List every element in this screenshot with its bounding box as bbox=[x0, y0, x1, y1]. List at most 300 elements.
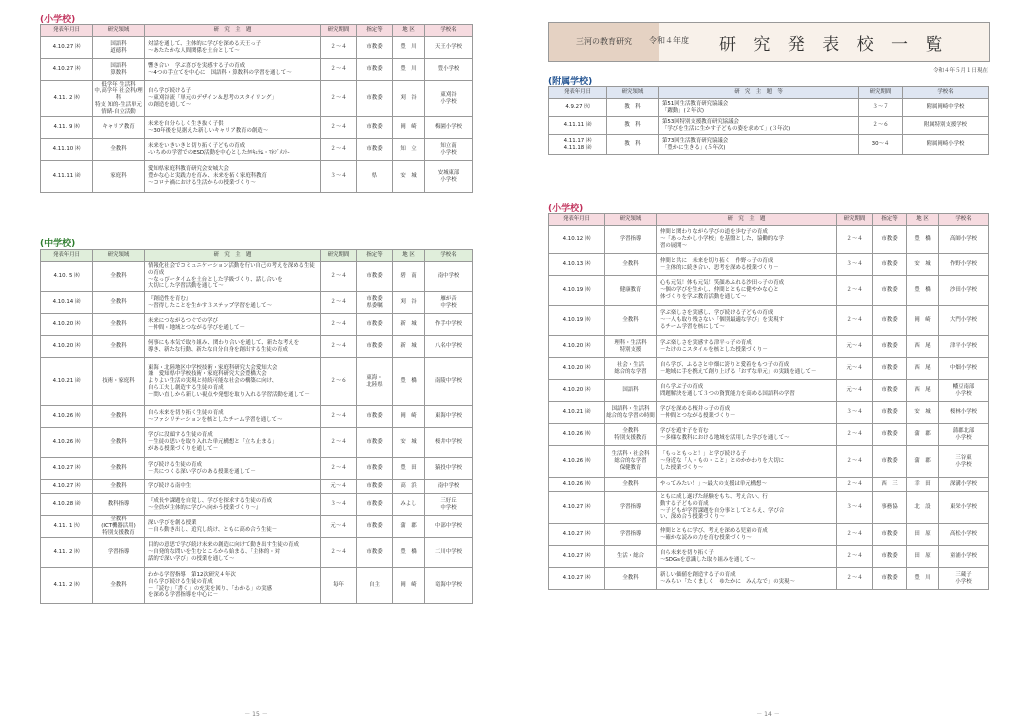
cell-school: 南陵中学校 bbox=[425, 358, 473, 406]
cell-field: 健康教育 bbox=[605, 276, 657, 306]
cell-desig: 市教委 bbox=[873, 546, 907, 568]
cell-period: ２～６ bbox=[321, 358, 357, 406]
cell-field: 国語科 道徳科 bbox=[93, 37, 145, 59]
cell-district: 岡 崎 bbox=[393, 406, 425, 428]
column-header: 研究期間 bbox=[321, 25, 357, 37]
cell-theme: 学びに没頭する生徒の育成 －生徒の思いを取り入れた単元構想と「立ち止まる」 がある授業づくりを通して－ bbox=[145, 428, 321, 458]
cell-district: 豊 田 bbox=[393, 458, 425, 480]
cell-date: 4.10.27 ㈭ bbox=[549, 568, 605, 590]
cell-district: 岡 崎 bbox=[393, 568, 425, 604]
cell-school: 三好丘 中学校 bbox=[425, 494, 473, 516]
cell-desig: 市教委 bbox=[873, 524, 907, 546]
cell-school: 作野小学校 bbox=[939, 254, 989, 276]
table-row bbox=[549, 478, 989, 492]
cell-theme: 第53回特別支援教育研究協議会 「学びを生活に生かす子どもの姿を求めて」(３年次) bbox=[659, 117, 859, 135]
table-row bbox=[41, 516, 473, 538]
cell-field: 全教科 bbox=[93, 406, 145, 428]
cell-period: ３～４ bbox=[321, 494, 357, 516]
cell-period: ２～４ bbox=[321, 428, 357, 458]
table-row bbox=[41, 117, 473, 139]
cell-field: 全教科 bbox=[93, 314, 145, 336]
cell-school: 知立南 小学校 bbox=[425, 139, 473, 161]
cell-field: 全教科 bbox=[93, 458, 145, 480]
cell-district: 安 城 bbox=[907, 254, 939, 276]
cell-theme: 新しい価値を創造する子の育成 ～みらい「たくましく ゆたかに みんなで」の実現～ bbox=[657, 568, 837, 590]
cell-date: 4.10.27 ㈭ bbox=[41, 37, 93, 59]
cell-period: 元～４ bbox=[321, 516, 357, 538]
cell-theme: 何事にも本気で取り組み、関わり合いを通して、新たな考えを 導き、新たな行動、新たな自分自身を創出する生徒の育成 bbox=[145, 336, 321, 358]
table-row bbox=[41, 406, 473, 428]
cell-district: 岡 崎 bbox=[907, 306, 939, 336]
table-row bbox=[549, 276, 989, 306]
cell-theme: 心も元気！体も元気！笑顔あふれる沙田っ子の育成 ～個の学びを生かし、仲間とともに健やかな心と 体づくりを学ぶ教育活動を通して～ bbox=[657, 276, 837, 306]
cell-theme: 自ら未来を切り拓く子 ～SDGsを意識した取り組みを通して～ bbox=[657, 546, 837, 568]
cell-field: 全教科 bbox=[605, 254, 657, 276]
jhs-table bbox=[40, 249, 473, 604]
table-row bbox=[41, 336, 473, 358]
cell-school: 高松小学校 bbox=[939, 524, 989, 546]
cell-desig: 市教委 bbox=[357, 37, 393, 59]
cell-field: キャリア教育 bbox=[93, 117, 145, 139]
cell-desig: 市教委 bbox=[873, 446, 907, 478]
cell-desig: 市教委 bbox=[357, 538, 393, 568]
cell-field: 生活・総合 bbox=[605, 546, 657, 568]
cell-period: ２～４ bbox=[837, 306, 873, 336]
cell-school: 二川中学校 bbox=[425, 538, 473, 568]
cell-date: 4.10.20 ㈭ bbox=[41, 314, 93, 336]
header-row bbox=[41, 250, 473, 262]
column-header: 学校名 bbox=[425, 25, 473, 37]
cell-theme: 響き合い 学ぶ喜びを実感する子の育成 ～4つの手立てを中心に 国語科・算数科の学習を通して～ bbox=[145, 59, 321, 81]
header-row bbox=[549, 214, 989, 226]
table-row bbox=[41, 480, 473, 494]
cell-desig: 市教委 bbox=[357, 59, 393, 81]
cell-date: 4.11. 2 ㈬ bbox=[41, 81, 93, 117]
table-row bbox=[41, 37, 473, 59]
page-number-left: － 15 － bbox=[244, 711, 268, 718]
cell-district: 安 城 bbox=[907, 402, 939, 424]
cell-theme: 仲間と共に 未来を切り拓く 作野っ子の育成 －主体的に続き合い、思考を深める授業づくり－ bbox=[657, 254, 837, 276]
cell-period: ２～４ bbox=[321, 37, 357, 59]
cell-school: 三蔵子 小学校 bbox=[939, 568, 989, 590]
table-row bbox=[549, 446, 989, 478]
cell-date: 4.10.21 ㈮ bbox=[41, 358, 93, 406]
cell-theme: 東海・北陸地区中学校技術・家庭科研究大会愛知大会 兼 愛知県中学校技術・家庭科研究大会豊橋大会 よりよい生活の実現と持続可能な社会の構築に向け、 自ら工夫し創造する生徒の育成 －問い直しから新しい視点や発想を取り入れる学習活動を通して－ bbox=[145, 358, 321, 406]
cell-desig: 市教委 bbox=[873, 568, 907, 590]
column-header: 地 区 bbox=[907, 214, 939, 226]
column-header: 発表年月日 bbox=[549, 87, 607, 99]
cell-period: ２～４ bbox=[837, 478, 873, 492]
cell-theme: 第73回生活教育研究協議会 「豊かに生きる」(５年次) bbox=[659, 135, 859, 155]
cell-field: 教 科 bbox=[607, 135, 659, 155]
cell-date: 4.10.20 ㈭ bbox=[41, 336, 93, 358]
table-row bbox=[549, 99, 989, 117]
cell-date: 4.11.11 ㈮ bbox=[41, 161, 93, 193]
cell-school: 津平小学校 bbox=[939, 336, 989, 358]
as-of-date: 令和４年５月１日現在 bbox=[932, 68, 988, 74]
cell-date: 4.10.28 ㈮ bbox=[41, 494, 93, 516]
cell-period: 元～４ bbox=[837, 358, 873, 380]
table-row bbox=[41, 292, 473, 314]
cell-theme: 情報化社会でコミュニケーション活動を行い自己の考えを深める生徒の育成 ～なっぴータイムを土台とした学級づくり、話し合いを 大切にした学習活動を通して～ bbox=[145, 262, 321, 292]
cell-desig: 市教委 bbox=[357, 336, 393, 358]
cell-desig: 市教委 bbox=[357, 494, 393, 516]
cell-theme: やってみたい！｣ ～最大の支援は単元構想～ bbox=[657, 478, 837, 492]
cell-date: 4.10.27 ㈭ bbox=[549, 492, 605, 524]
cell-field: 学習指導 bbox=[605, 226, 657, 254]
column-header: 研究領域 bbox=[605, 214, 657, 226]
cell-desig: 市教委 bbox=[873, 306, 907, 336]
cell-desig: 市教委 bbox=[357, 139, 393, 161]
cell-field: 学習指導 bbox=[605, 524, 657, 546]
header-box bbox=[548, 22, 990, 62]
cell-date: 4.10.19 ㈬ bbox=[549, 306, 605, 336]
cell-desig: 市教委 bbox=[357, 262, 393, 292]
cell-desig: 県 bbox=[357, 161, 393, 193]
column-header: 研究領域 bbox=[93, 250, 145, 262]
column-header: 研究領域 bbox=[607, 87, 659, 99]
cell-date: 4.11.11 ㈮ bbox=[549, 117, 607, 135]
column-header: 学校名 bbox=[903, 87, 989, 99]
header-row bbox=[549, 87, 989, 99]
table-row bbox=[41, 428, 473, 458]
table-row bbox=[549, 135, 989, 155]
column-header: 地 区 bbox=[393, 250, 425, 262]
cell-date: 4.10.26 ㈬ bbox=[549, 424, 605, 446]
cell-district: 安 城 bbox=[393, 428, 425, 458]
cell-district: 豊 橋 bbox=[907, 276, 939, 306]
cell-period: ２～４ bbox=[321, 262, 357, 292]
cell-date: 4.11.10 ㈭ bbox=[41, 139, 93, 161]
cell-field: 全教科 特別支援教育 bbox=[605, 424, 657, 446]
cell-desig: 自主 bbox=[357, 568, 393, 604]
elementary-section-title-right: (小学校) bbox=[548, 204, 584, 214]
fuzoku-section-title: (附属学校) bbox=[548, 77, 593, 87]
cell-school: 作手中学校 bbox=[425, 314, 473, 336]
table-row bbox=[549, 358, 989, 380]
column-header: 研究領域 bbox=[93, 25, 145, 37]
table-row bbox=[41, 358, 473, 406]
cell-period: ２～４ bbox=[321, 117, 357, 139]
cell-date: 4.10.20 ㈭ bbox=[549, 336, 605, 358]
cell-school: 幡豆南部 小学校 bbox=[939, 380, 989, 402]
cell-school: 東刈谷 小学校 bbox=[425, 81, 473, 117]
cell-district: 刈 谷 bbox=[393, 292, 425, 314]
cell-district: 西 尾 bbox=[907, 336, 939, 358]
cell-field: 学習指導 bbox=[93, 538, 145, 568]
cell-period: ２～４ bbox=[321, 292, 357, 314]
cell-date: 4.10.21 ㈮ bbox=[549, 402, 605, 424]
cell-theme: 未来につながるつぐでの学び －仲間・地域とつながる学びを通して－ bbox=[145, 314, 321, 336]
cell-theme: 学び続ける生徒の育成 －共につくる深い学びのある授業を通して－ bbox=[145, 458, 321, 480]
page-number-right: － 14 － bbox=[756, 711, 780, 718]
cell-desig: 市教委 bbox=[873, 424, 907, 446]
cell-date: 4.11. 2 ㈬ bbox=[41, 538, 93, 568]
cell-field: 全教科 bbox=[93, 292, 145, 314]
cell-period: 元～４ bbox=[837, 380, 873, 402]
cell-desig: 市教委 bbox=[357, 480, 393, 494]
cell-district: 蒲 郡 bbox=[907, 424, 939, 446]
cell-period: ２～４ bbox=[321, 336, 357, 358]
cell-district: 豊 橋 bbox=[393, 538, 425, 568]
cell-school: 竜海中学校 bbox=[425, 568, 473, 604]
cell-desig: 市教委 bbox=[873, 226, 907, 254]
elementary-table-right bbox=[548, 213, 989, 590]
cell-district: 豊 橋 bbox=[393, 358, 425, 406]
cell-theme: 学び続ける南中生 bbox=[145, 480, 321, 494]
cell-date: 4.10.26 ㈬ bbox=[549, 478, 605, 492]
cell-period: ２～４ bbox=[321, 59, 357, 81]
cell-school: 東海中学校 bbox=[425, 406, 473, 428]
cell-field: 低学年 生活科 中,高学年 社会科/理科 特支 知的-生活単元 情緒-自立活動 bbox=[94, 81, 143, 115]
elementary-table-left bbox=[40, 24, 473, 193]
cell-theme: 未来を自分らしく生き抜く子供 ～30年後を見据えた新しいキャリア教育の創造～ bbox=[145, 117, 321, 139]
table-row bbox=[549, 117, 989, 135]
cell-date: 4.10.27 ㈭ bbox=[41, 59, 93, 81]
table-row bbox=[549, 226, 989, 254]
cell-date: 4.10.13 ㈭ bbox=[549, 254, 605, 276]
elementary-section-title: (小学校) bbox=[40, 15, 76, 25]
cell-school: 高師小学校 bbox=[939, 226, 989, 254]
cell-period: ２～６ bbox=[859, 117, 903, 135]
header-row bbox=[41, 25, 473, 37]
cell-district: 豊 川 bbox=[907, 568, 939, 590]
cell-period: ２～４ bbox=[321, 139, 357, 161]
cell-theme: 深い学びを創る授業 －自ら動き出し、追究し続け、ともに高め合う生徒－ bbox=[145, 516, 321, 538]
cell-theme: 『創造性を育む』 ～習得したことを生かす３ステップ学習を通して～ bbox=[145, 292, 321, 314]
cell-school: 附属岡崎小学校 bbox=[903, 135, 989, 155]
cell-period: ３～４ bbox=[321, 161, 357, 193]
cell-period: 毎年 bbox=[321, 568, 357, 604]
cell-field: 教科指導 bbox=[93, 494, 145, 516]
cell-theme: 学びを深める桜井っ子の育成 －仲間とつながる授業づくり－ bbox=[657, 402, 837, 424]
cell-school: 桜林小学校 bbox=[939, 402, 989, 424]
table-row bbox=[41, 494, 473, 516]
cell-theme: 自ら学ぶ子の育成 問題解決を通して３つの資質能力を高める国語科の学習 bbox=[657, 380, 837, 402]
cell-desig: 市教委 県委嘱 bbox=[357, 292, 393, 314]
column-header: 研 究 主 題 bbox=[657, 214, 837, 226]
cell-theme: 「もっともっと！」と学び続ける子 ～身近な「人・もの・こと」とのかかわりを大切に した授業づくり～ bbox=[657, 446, 837, 478]
page-14 bbox=[512, 0, 1024, 724]
table-row bbox=[41, 81, 473, 117]
column-header: 指定等 bbox=[873, 214, 907, 226]
cell-desig: 市教委 bbox=[357, 81, 393, 117]
cell-desig: 市教委 bbox=[357, 428, 393, 458]
cell-theme: 仲間とともに学び、考えを深める児童の育成 ～確かな読みの力を育む授業づくり～ bbox=[657, 524, 837, 546]
cell-district: 蒲 郡 bbox=[907, 446, 939, 478]
cell-school: 梅園小学校 bbox=[425, 117, 473, 139]
cell-district: 豊 川 bbox=[393, 37, 425, 59]
cell-period: 30～４ bbox=[859, 135, 903, 155]
cell-district: 岡 崎 bbox=[393, 117, 425, 139]
cell-date: 4.10.27 ㈭ bbox=[549, 546, 605, 568]
cell-date: 4.10.27 ㈭ bbox=[41, 480, 93, 494]
column-header: 指定等 bbox=[357, 250, 393, 262]
column-header: 発表年月日 bbox=[549, 214, 605, 226]
cell-theme: 第51回生活教育研究協議会 「躍動」(２年次) bbox=[659, 99, 859, 117]
table-row bbox=[549, 492, 989, 524]
cell-field: 教 科 bbox=[607, 117, 659, 135]
table-row bbox=[549, 568, 989, 590]
cell-desig: 市教委 bbox=[357, 458, 393, 480]
cell-date: 4.10.19 ㈬ bbox=[549, 276, 605, 306]
cell-district: みよし bbox=[393, 494, 425, 516]
column-header: 研 究 主 題 等 bbox=[659, 87, 859, 99]
table-row bbox=[549, 524, 989, 546]
cell-school: 南中学校 bbox=[425, 480, 473, 494]
column-header: 指定等 bbox=[357, 25, 393, 37]
cell-school: 附属岡崎中学校 bbox=[903, 99, 989, 117]
cell-period: ２～４ bbox=[837, 524, 873, 546]
cell-date: 4.10.27 ㈭ bbox=[549, 524, 605, 546]
jhs-section-title: (中学校) bbox=[40, 239, 76, 249]
cell-period: ３～７ bbox=[859, 99, 903, 117]
cell-district: 豊 川 bbox=[393, 59, 425, 81]
cell-desig: 市教委 bbox=[873, 402, 907, 424]
cell-school: 雁が音 中学校 bbox=[425, 292, 473, 314]
cell-district: 西 尾 bbox=[907, 358, 939, 380]
column-header: 発表年月日 bbox=[41, 25, 93, 37]
cell-district: 田 原 bbox=[907, 524, 939, 546]
cell-period: ３～４ bbox=[837, 254, 873, 276]
header-year: 令和４年度 bbox=[649, 36, 689, 45]
cell-district: 田 原 bbox=[907, 546, 939, 568]
cell-date: 4.9.27 ㈫ bbox=[549, 99, 607, 117]
cell-desig: 市教委 bbox=[873, 380, 907, 402]
table-row bbox=[41, 568, 473, 604]
column-header: 学校名 bbox=[939, 214, 989, 226]
cell-district: 蒲 郡 bbox=[393, 516, 425, 538]
cell-district: 新 城 bbox=[393, 336, 425, 358]
cell-date: 4.10.27 ㈭ bbox=[41, 458, 93, 480]
table-row bbox=[549, 254, 989, 276]
cell-school: 深溝小学校 bbox=[939, 478, 989, 492]
cell-date: 4.10.14 ㈮ bbox=[41, 292, 93, 314]
cell-school: 蒲郡北部 小学校 bbox=[939, 424, 989, 446]
cell-desig: 市教委 bbox=[873, 254, 907, 276]
column-header: 発表年月日 bbox=[41, 250, 93, 262]
table-row bbox=[549, 380, 989, 402]
cell-field: 教 科 bbox=[607, 99, 659, 117]
cell-theme: 『成長や課題を自覚し、学びを探求する生徒の育成 ～全員が主体的に学びへ向かう授業づくり～』 bbox=[145, 494, 321, 516]
cell-school: 豊小学校 bbox=[425, 59, 473, 81]
cell-theme: 愛知県家庭科教育研究会安城大会 豊かな心と実践力を育み、未来を拓く家庭科教育 ～コロナ禍における生活からの授業づくり～ bbox=[145, 161, 321, 193]
cell-field: 国語科 算数科 bbox=[93, 59, 145, 81]
cell-school: 中部中学校 bbox=[425, 516, 473, 538]
cell-school: 八名中学校 bbox=[425, 336, 473, 358]
cell-date: 4.11.17 ㈭ 4.11.18 ㈮ bbox=[549, 135, 607, 155]
cell-date: 4.11. 2 ㈬ bbox=[41, 568, 93, 604]
column-header: 研 究 主 題 bbox=[145, 250, 321, 262]
cell-district: 新 城 bbox=[393, 314, 425, 336]
cell-school: 大門小学校 bbox=[939, 306, 989, 336]
cell-field: 社会・生活 総合的な学習 bbox=[605, 358, 657, 380]
cell-date: 4.11. 1 ㈫ bbox=[41, 516, 93, 538]
cell-desig: 東海・ 北陸県 bbox=[357, 358, 393, 406]
cell-district: 北 設 bbox=[907, 492, 939, 524]
cell-school: 附属特別支援学校 bbox=[903, 117, 989, 135]
cell-district: 知 立 bbox=[393, 139, 425, 161]
header-area: 三河の教育研究 bbox=[549, 23, 659, 61]
column-header: 研究期間 bbox=[837, 214, 873, 226]
cell-school: 安城東部 小学校 bbox=[425, 161, 473, 193]
cell-period: ２～４ bbox=[321, 314, 357, 336]
cell-theme: 自ら学び続ける子 ～東刈谷流「単元のデザイン＆思考のスタイリング」 の創造を通して～ bbox=[145, 81, 321, 117]
cell-school: 童浦小学校 bbox=[939, 546, 989, 568]
cell-school: 桜井中学校 bbox=[425, 428, 473, 458]
column-header: 学校名 bbox=[425, 250, 473, 262]
cell-theme: 対話を通して、主体的に学びを深める天王っ子 ～あたたかな人間関係を土台として～ bbox=[145, 37, 321, 59]
cell-theme: 学ぶ楽しさを実感し、学び続ける子どもの育成 ～一人も取り残さない「個別最適な学び」を実現す るチーム学習を核にして～ bbox=[657, 306, 837, 336]
table-row bbox=[549, 546, 989, 568]
cell-theme: 学ぶ楽しさを実感する津平っ子の育成 －たけのこスタイルを核とした授業づくり－ bbox=[657, 336, 837, 358]
cell-school: 中畑小学校 bbox=[939, 358, 989, 380]
table-row bbox=[41, 139, 473, 161]
table-row bbox=[549, 306, 989, 336]
cell-desig: 市教委 bbox=[357, 406, 393, 428]
table-row bbox=[41, 59, 473, 81]
cell-school: 三谷東 小学校 bbox=[939, 446, 989, 478]
cell-field: 家庭科 bbox=[93, 161, 145, 193]
cell-school: 猿投中学校 bbox=[425, 458, 473, 480]
cell-theme: 自ら学び、ふるさと中畑に誇りと愛着をもつ子の育成 －地域に手を携えて創り上げる「おずな単元」の実践を通して－ bbox=[657, 358, 837, 380]
cell-field: 技術・家庭科 bbox=[93, 358, 145, 406]
cell-theme: 学びを遊す子を育む ～多様な教科における地域を活用した学びを通して～ bbox=[657, 424, 837, 446]
cell-district: 刈 谷 bbox=[393, 81, 425, 117]
cell-theme: 仲間と関わりながら学びの道を歩む子の育成 ～「あったかし小学校」を基盤とした，協働的な学 習の展開～ bbox=[657, 226, 837, 254]
cell-theme: ともに成し遂げた経験をもち、考え合い、行 動する子どもの育成 ～子どもが学習課題を自分事としてとらえ、学び合 い、深め合う授業づくり～ bbox=[657, 492, 837, 524]
column-header: 研 究 主 題 bbox=[145, 25, 321, 37]
cell-desig: 市教委 bbox=[873, 358, 907, 380]
table-row bbox=[549, 402, 989, 424]
cell-field: 全教科 bbox=[93, 336, 145, 358]
cell-district: 西 尾 bbox=[907, 380, 939, 402]
cell-district: 碧 南 bbox=[393, 262, 425, 292]
table-row bbox=[41, 458, 473, 480]
cell-field: 学習指導 bbox=[605, 492, 657, 524]
table-row bbox=[41, 161, 473, 193]
cell-date: 4.10. 5 ㈬ bbox=[41, 262, 93, 292]
cell-period: ２～４ bbox=[837, 568, 873, 590]
cell-field: 全教科 bbox=[605, 478, 657, 492]
cell-field: 理科・生活科 特別支援 bbox=[605, 336, 657, 358]
cell-field: 生活科・社会科 総合的な学習 保健教育 bbox=[605, 446, 657, 478]
cell-period: ２～４ bbox=[837, 546, 873, 568]
cell-date: 4.10.20 ㈭ bbox=[549, 380, 605, 402]
cell-theme: 目的の意思で学び続け未来の創造に向けて動き出す生徒の育成 ～自発的な問いを生むところから始まる、「主体的・対 話的で深い学び」の授業を通して～ bbox=[145, 538, 321, 568]
cell-desig: 市教委 bbox=[357, 117, 393, 139]
cell-desig: 市教委 bbox=[357, 314, 393, 336]
cell-district: 安 城 bbox=[393, 161, 425, 193]
cell-date: 4.10.26 ㈬ bbox=[41, 428, 93, 458]
cell-date: 4.10.20 ㈭ bbox=[549, 358, 605, 380]
fuzoku-table bbox=[548, 86, 989, 155]
cell-field: 全教科 bbox=[605, 306, 657, 336]
table-row bbox=[549, 424, 989, 446]
cell-theme: 未来をいきいきと切り拓く子どもの育成 -いちめの学習でのESD活動を中心としたｶﾘｷｭﾗﾑ・ﾏﾈｼﾞﾒﾝﾄ- bbox=[145, 139, 321, 161]
cell-desig: 市教委 bbox=[873, 336, 907, 358]
table-row bbox=[41, 538, 473, 568]
cell-desig: 市教委 bbox=[873, 276, 907, 306]
cell-theme: 自ら未来を切り拓く生徒の育成 ～ファシリテーションを核としたチーム学習を通して～ bbox=[145, 406, 321, 428]
cell-school: 沙田小学校 bbox=[939, 276, 989, 306]
cell-field: 全教科 bbox=[93, 428, 145, 458]
column-header: 地 区 bbox=[393, 25, 425, 37]
table-row bbox=[549, 336, 989, 358]
table-row bbox=[41, 314, 473, 336]
cell-field: 全教科 bbox=[93, 139, 145, 161]
cell-district: 豊 橋 bbox=[907, 226, 939, 254]
